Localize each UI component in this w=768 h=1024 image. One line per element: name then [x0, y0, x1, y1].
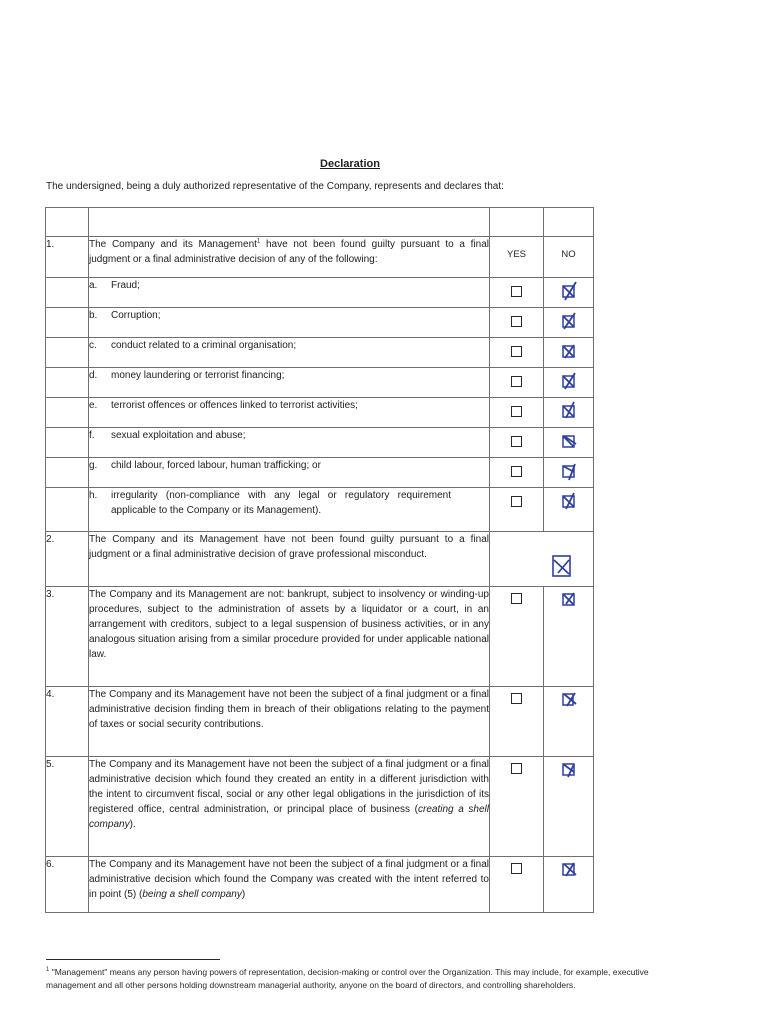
- yes-checkbox[interactable]: [511, 376, 522, 387]
- table-row: [46, 398, 594, 428]
- blank-cell: [46, 308, 89, 338]
- sub-item-text: irregularity (non-compliance with any legal or regulatory requirement applicable to the Company or its Management).: [111, 490, 451, 516]
- item-number: 5.: [46, 757, 89, 857]
- no-checkbox-checked-icon[interactable]: [560, 860, 578, 880]
- yes-cell[interactable]: [490, 428, 544, 458]
- item-text-part: have not been found guilty pursuant to a final judgment or a final administrative decision of any of the following:: [89, 239, 489, 265]
- yes-checkbox[interactable]: [511, 693, 522, 704]
- footnote-text: "Management" means any person having powers of representation, decision-making or control over the Organization. This may include, for example, executive management and all other persons holding downstream managerial authority, anyone on the board of directors, and controlling shareholders.: [46, 967, 649, 990]
- no-checkbox-checked-icon[interactable]: [560, 371, 578, 391]
- sub-item-letter: a.: [89, 280, 98, 291]
- item-text: The Company and its Management have not been found guilty pursuant to a final judgment or a final administrative decision of grave professional misconduct.: [89, 532, 490, 587]
- sub-item-text: money laundering or terrorist financing;: [111, 370, 285, 381]
- no-checkbox-checked-icon[interactable]: [560, 690, 578, 710]
- sub-item-letter: h.: [89, 490, 98, 501]
- table-row: [46, 488, 594, 532]
- yes-cell[interactable]: [490, 278, 544, 308]
- blank-cell: [544, 208, 594, 237]
- no-label: NO: [561, 249, 576, 260]
- no-cell[interactable]: [544, 308, 594, 338]
- yes-checkbox[interactable]: [511, 406, 522, 417]
- blank-cell: [46, 398, 89, 428]
- table-row: [46, 587, 594, 687]
- sub-item-letter: b.: [89, 310, 98, 321]
- yes-cell[interactable]: [490, 338, 544, 368]
- item-text-part: ).: [129, 819, 136, 830]
- blank-cell: [46, 368, 89, 398]
- yes-checkbox[interactable]: [511, 286, 522, 297]
- table-row: [46, 458, 594, 488]
- item-text-part: The Company and its Management have not been the subject of a final judgment or a final administrative decision which found the Company was created with the intent referred to in point (5) (: [89, 859, 489, 900]
- no-cell[interactable]: [544, 488, 594, 532]
- blank-cell: [46, 208, 89, 237]
- yes-cell[interactable]: [490, 398, 544, 428]
- table-header-row: [46, 208, 594, 237]
- sub-item: [89, 278, 490, 308]
- yes-cell[interactable]: [490, 458, 544, 488]
- no-checkbox-checked-icon[interactable]: [560, 341, 578, 361]
- yes-checkbox[interactable]: [511, 466, 522, 477]
- yes-column-header: [490, 237, 544, 278]
- no-checkbox-checked-icon[interactable]: [560, 590, 578, 610]
- intro-text: The undersigned, being a duly authorized representative of the Company, represents and declares that:: [46, 181, 504, 192]
- page-title: Declaration: [320, 158, 380, 170]
- table-row: [46, 237, 594, 278]
- sub-item-letter: e.: [89, 400, 98, 411]
- no-checkbox-checked-icon[interactable]: [560, 491, 578, 511]
- sub-item-text: conduct related to a criminal organisation;: [111, 340, 297, 351]
- footnote-marker: 1: [46, 967, 50, 974]
- yes-checkbox[interactable]: [511, 316, 522, 327]
- declaration-table: [45, 207, 594, 913]
- yes-cell[interactable]: [490, 587, 544, 687]
- item-text: [89, 237, 490, 278]
- sub-item-letter: f.: [89, 430, 95, 441]
- table-row: [46, 338, 594, 368]
- item-number: 2.: [46, 532, 89, 587]
- no-cell[interactable]: [544, 338, 594, 368]
- yes-checkbox[interactable]: [511, 346, 522, 357]
- item-text: [89, 757, 490, 857]
- sub-item-letter: c.: [89, 340, 97, 351]
- sub-item-text: sexual exploitation and abuse;: [111, 430, 246, 441]
- no-cell[interactable]: [544, 278, 594, 308]
- item-text-emphasis: being a shell company: [142, 889, 242, 900]
- sub-item-letter: g.: [89, 460, 98, 471]
- no-checkbox-checked-icon[interactable]: [560, 281, 578, 301]
- no-cell[interactable]: [544, 857, 594, 913]
- item-number: 6.: [46, 857, 89, 913]
- yes-cell[interactable]: [490, 687, 544, 757]
- blank-cell: [490, 208, 544, 237]
- yes-cell[interactable]: [490, 488, 544, 532]
- no-cell[interactable]: [544, 757, 594, 857]
- sub-item: [89, 458, 490, 488]
- blank-cell: [89, 208, 490, 237]
- answer-cell[interactable]: [490, 532, 594, 587]
- item-number: 1.: [46, 237, 89, 278]
- sub-item-letter: d.: [89, 370, 98, 381]
- no-checkbox-checked-icon[interactable]: [560, 461, 578, 481]
- footnote-ref: 1: [256, 238, 261, 245]
- no-checkbox-checked-icon[interactable]: [550, 552, 574, 585]
- yes-label: YES: [506, 249, 526, 260]
- item-number: 4.: [46, 687, 89, 757]
- table-row: [46, 857, 594, 913]
- yes-checkbox[interactable]: [511, 496, 522, 507]
- sub-item: [89, 428, 490, 458]
- no-cell[interactable]: [544, 687, 594, 757]
- no-cell[interactable]: [544, 458, 594, 488]
- item-text: The Company and its Management are not: bankrupt, subject to insolvency or winding-up procedures, subject to the administration of assets by a liquidator or a court, in an arrangement with creditors, subject to a legal suspension of business activities, or in any analogous situation arising from a similar procedure provided for under applicable national law.: [89, 587, 490, 687]
- table-row: [46, 428, 594, 458]
- item-text: [89, 857, 490, 913]
- sub-item-text: child labour, forced labour, human trafficking; or: [111, 460, 321, 471]
- footnote: [46, 966, 656, 992]
- no-cell[interactable]: [544, 368, 594, 398]
- item-text-emphasis: creating a shell company: [89, 804, 489, 830]
- no-checkbox-checked-icon[interactable]: [560, 431, 578, 451]
- no-cell[interactable]: [544, 428, 594, 458]
- blank-cell: [46, 278, 89, 308]
- item-text-part: ): [241, 889, 246, 900]
- sub-item: [89, 488, 490, 532]
- sub-item-text: terrorist offences or offences linked to terrorist activities;: [111, 400, 358, 411]
- table-row: [46, 757, 594, 857]
- sub-item-text: Corruption;: [111, 310, 161, 321]
- table-row: [46, 687, 594, 757]
- sub-item: [89, 338, 490, 368]
- blank-cell: [46, 458, 89, 488]
- table-row: [46, 368, 594, 398]
- sub-item: [89, 308, 490, 338]
- yes-checkbox[interactable]: [511, 763, 522, 774]
- sub-item-text: Fraud;: [111, 280, 140, 291]
- blank-cell: [46, 488, 89, 532]
- no-cell[interactable]: [544, 398, 594, 428]
- table-row: [46, 532, 594, 587]
- sub-item: [89, 368, 490, 398]
- yes-checkbox[interactable]: [511, 593, 522, 604]
- item-text-part: The Company and its Management have not been the subject of a final judgment or a final administrative decision which found they created an entity in a different jurisdiction with the intent to circumvent fiscal, social or any other legal obligations in the jurisdiction of its registered office, central administration, or principal place of business (: [89, 759, 489, 815]
- no-checkbox-checked-icon[interactable]: [560, 311, 578, 331]
- blank-cell: [46, 338, 89, 368]
- table-row: [46, 308, 594, 338]
- no-checkbox-checked-icon[interactable]: [560, 760, 578, 780]
- blank-cell: [46, 428, 89, 458]
- no-column-header: [544, 237, 594, 278]
- item-number: 3.: [46, 587, 89, 687]
- sub-item: [89, 398, 490, 428]
- yes-cell[interactable]: [490, 757, 544, 857]
- yes-checkbox[interactable]: [511, 436, 522, 447]
- table-row: [46, 278, 594, 308]
- yes-cell[interactable]: [490, 308, 544, 338]
- yes-cell[interactable]: [490, 857, 544, 913]
- item-text: The Company and its Management have not been the subject of a final judgment or a final administrative decision finding them in breach of their obligations relating to the payment of taxes or social security contributions.: [89, 687, 490, 757]
- item-text-part: The Company and its Management: [89, 239, 257, 250]
- footnote-divider: [46, 959, 220, 960]
- no-cell[interactable]: [544, 587, 594, 687]
- yes-checkbox[interactable]: [511, 863, 522, 874]
- yes-cell[interactable]: [490, 368, 544, 398]
- no-checkbox-checked-icon[interactable]: [560, 401, 578, 421]
